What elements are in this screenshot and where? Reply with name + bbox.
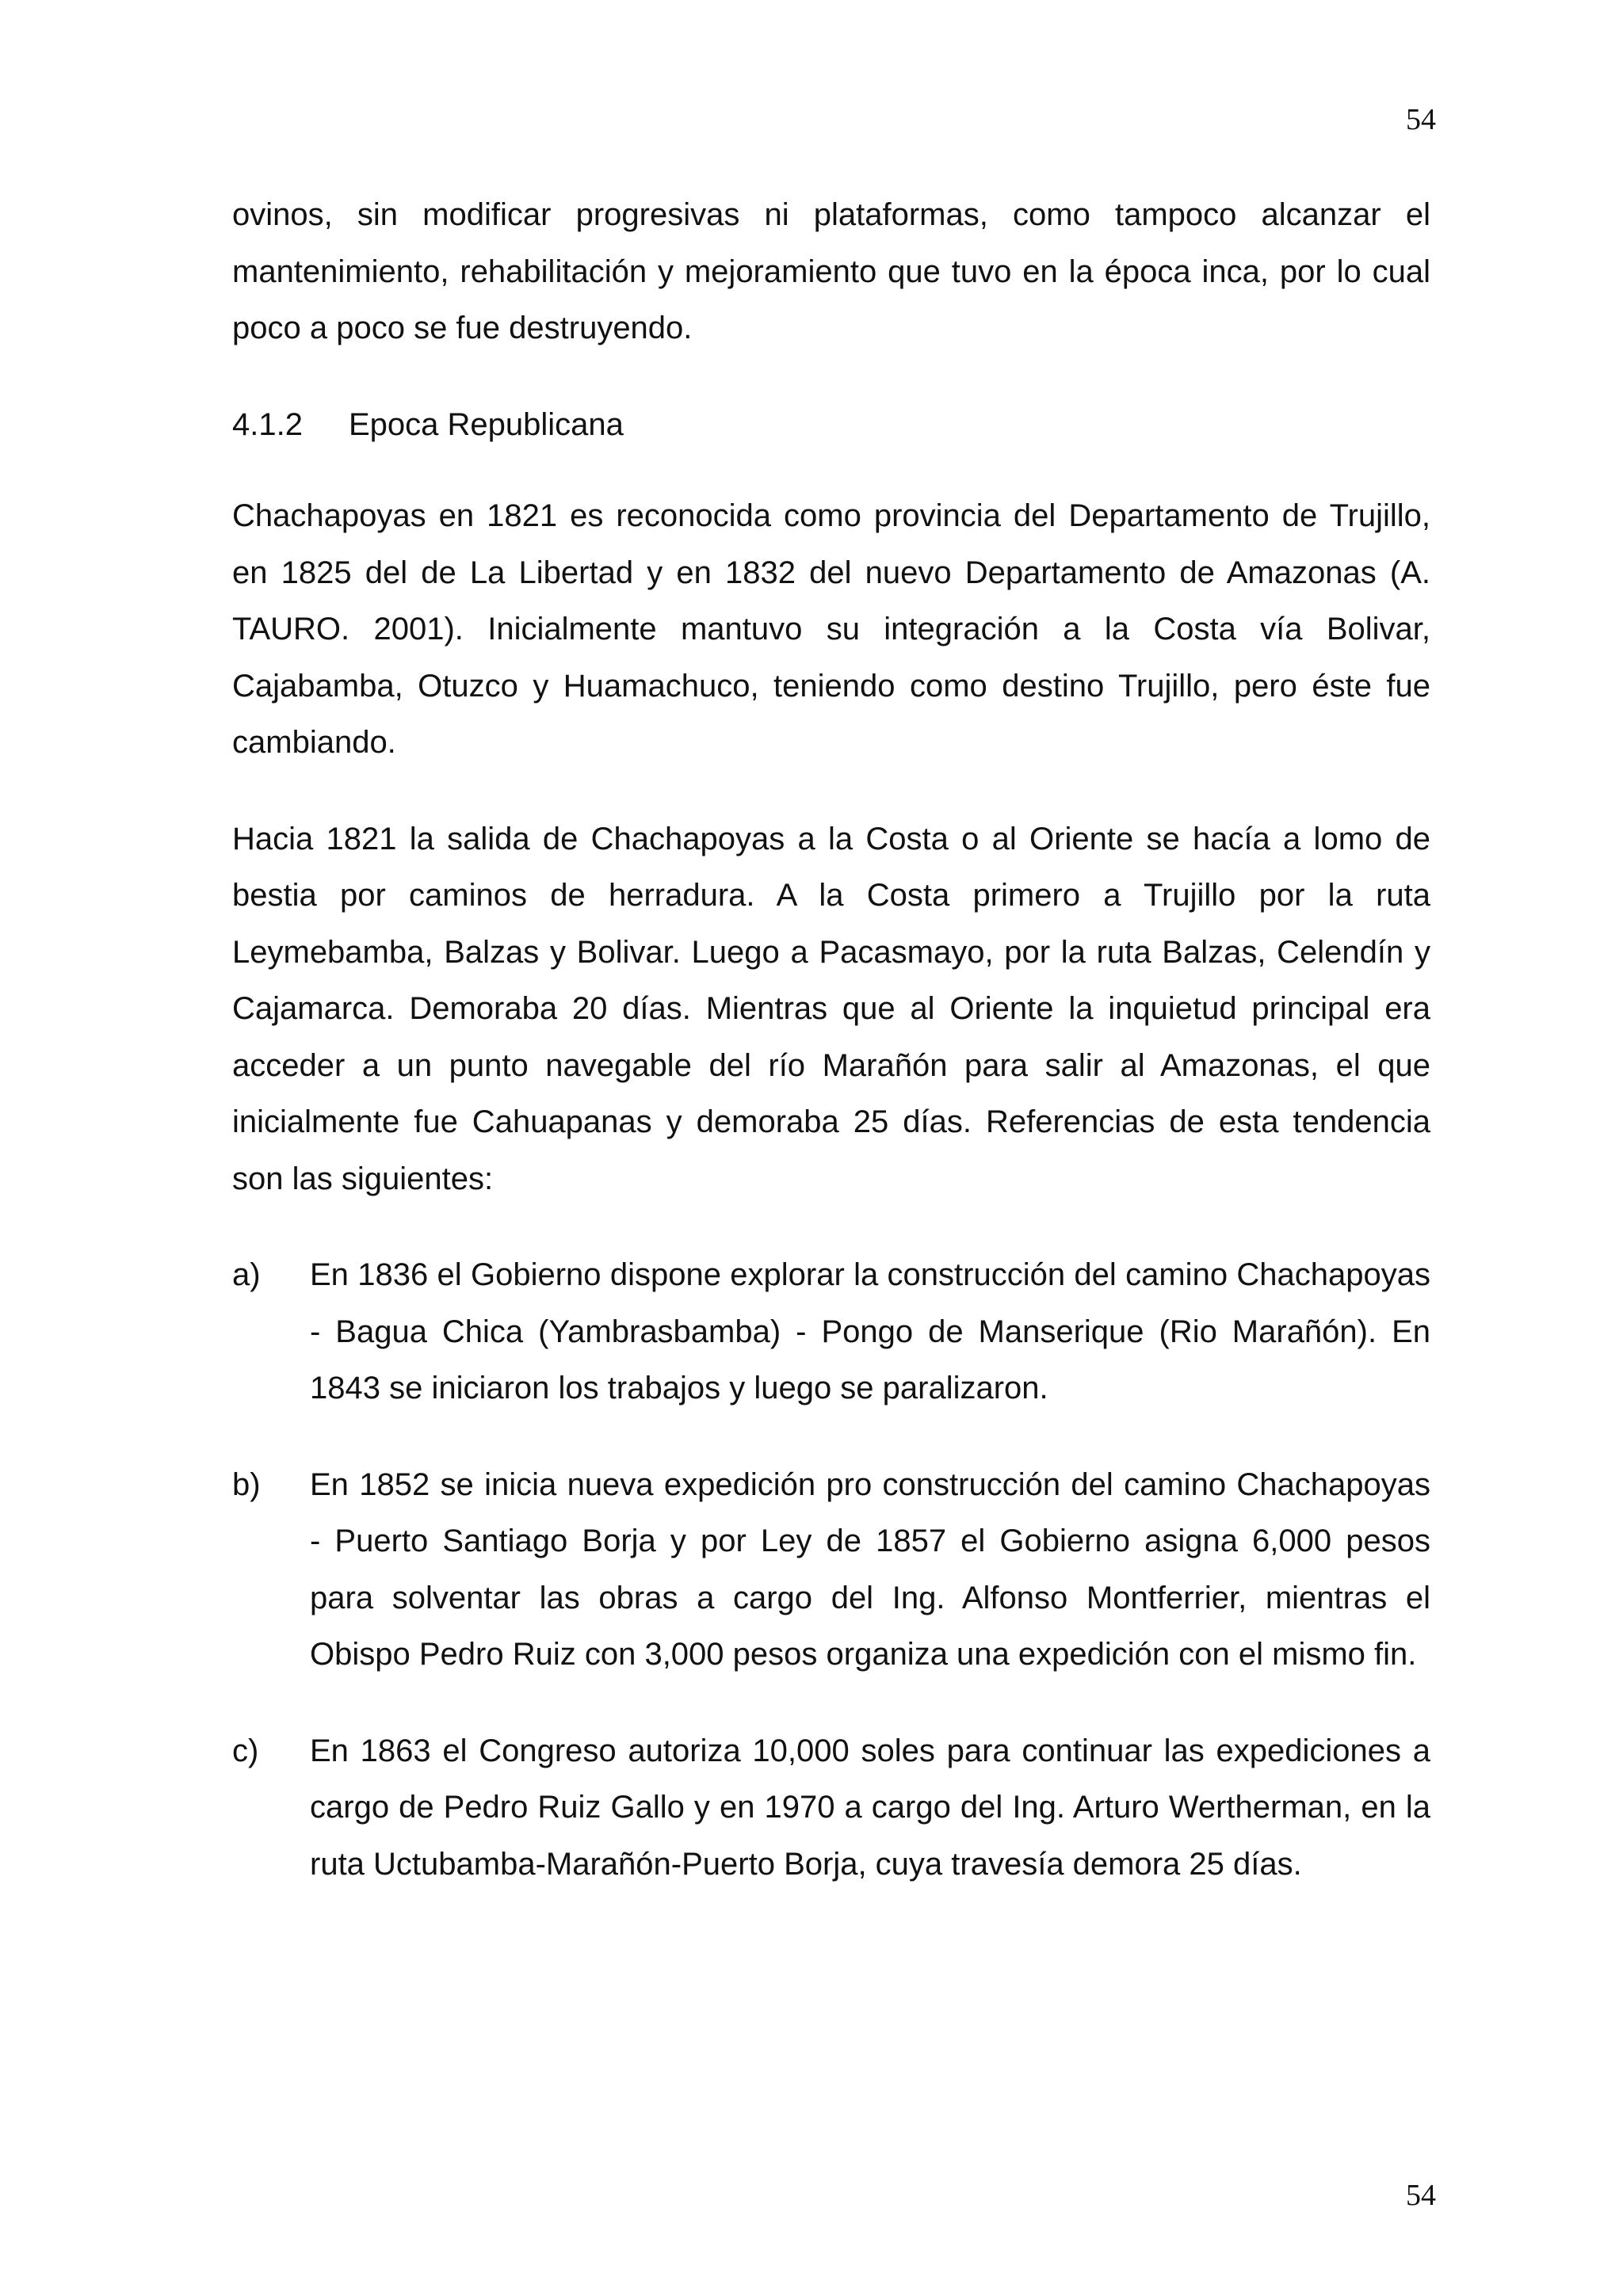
- list-text: En 1836 el Gobierno dispone explorar la construcción del camino Chachapoyas - Bagua Chica (Yambrasbamba) - Pongo de Manserique (Rio Marañón). En 1843 se iniciaron los trabajos y luego se paralizaron.: [310, 1257, 1430, 1405]
- list-item-b: [232, 1457, 1430, 1684]
- list-marker: a): [232, 1257, 261, 1292]
- document-body: [232, 187, 1430, 1893]
- page-number-bottom: 54: [1406, 2179, 1436, 2212]
- list-marker: b): [232, 1466, 261, 1502]
- list-item-a: [232, 1247, 1430, 1417]
- list-marker: c): [232, 1733, 259, 1768]
- list-item-c: [232, 1723, 1430, 1894]
- section-heading: [232, 397, 1430, 454]
- list-text: En 1863 el Congreso autoriza 10,000 soles para continuar las expediciones a cargo de Pedro Ruiz Gallo y en 1970 a cargo del Ing. Arturo Wertherman, en la ruta Uctubamba-Marañón-Puerto Borja, cuya travesía demora 25 días.: [310, 1733, 1430, 1882]
- section-number: 4.1.2: [232, 406, 303, 442]
- paragraph-chachapoyas: Chachapoyas en 1821 es reconocida como provincia del Departamento de Trujillo, en 1825 del de La Libertad y en 1832 del nuevo Departamento de Amazonas (A. TAURO. 2001). Inicialmente mantuvo su integración a la Costa vía Bolivar, Cajabamba, Otuzco y Huamachuco, teniendo como destino Trujillo, pero éste fue cambiando.: [232, 498, 1430, 760]
- paragraph-routes: Hacia 1821 la salida de Chachapoyas a la Costa o al Oriente se hacía a lomo de bestia por caminos de herradura. A la Costa primero a Trujillo por la ruta Leymebamba, Balzas y Bolivar. Luego a Pacasmayo, por la ruta Balzas, Celendín y Cajamarca. Demoraba 20 días. Mientras que al Oriente la inquietud principal era acceder a un punto navegable del río Marañón para salir al Amazonas, el que inicialmente fue Cahuapanas y demoraba 25 días. Referencias de esta tendencia son las siguientes:: [232, 821, 1430, 1196]
- page-number-top: 54: [1406, 103, 1436, 136]
- section-title: Epoca Republicana: [349, 406, 624, 442]
- paragraph-continuation: ovinos, sin modificar progresivas ni plataformas, como tampoco alcanzar el mantenimiento, rehabilitación y mejoramiento que tuvo en la época inca, por lo cual poco a poco se fue destruyendo.: [232, 197, 1430, 345]
- list-text: En 1852 se inicia nueva expedición pro construcción del camino Chachapoyas - Puerto Santiago Borja y por Ley de 1857 el Gobierno asigna 6,000 pesos para solventar las obras a cargo del Ing. Alfonso Montferrier, mientras el Obispo Pedro Ruiz con 3,000 pesos organiza una expedición con el mismo fin.: [310, 1466, 1430, 1672]
